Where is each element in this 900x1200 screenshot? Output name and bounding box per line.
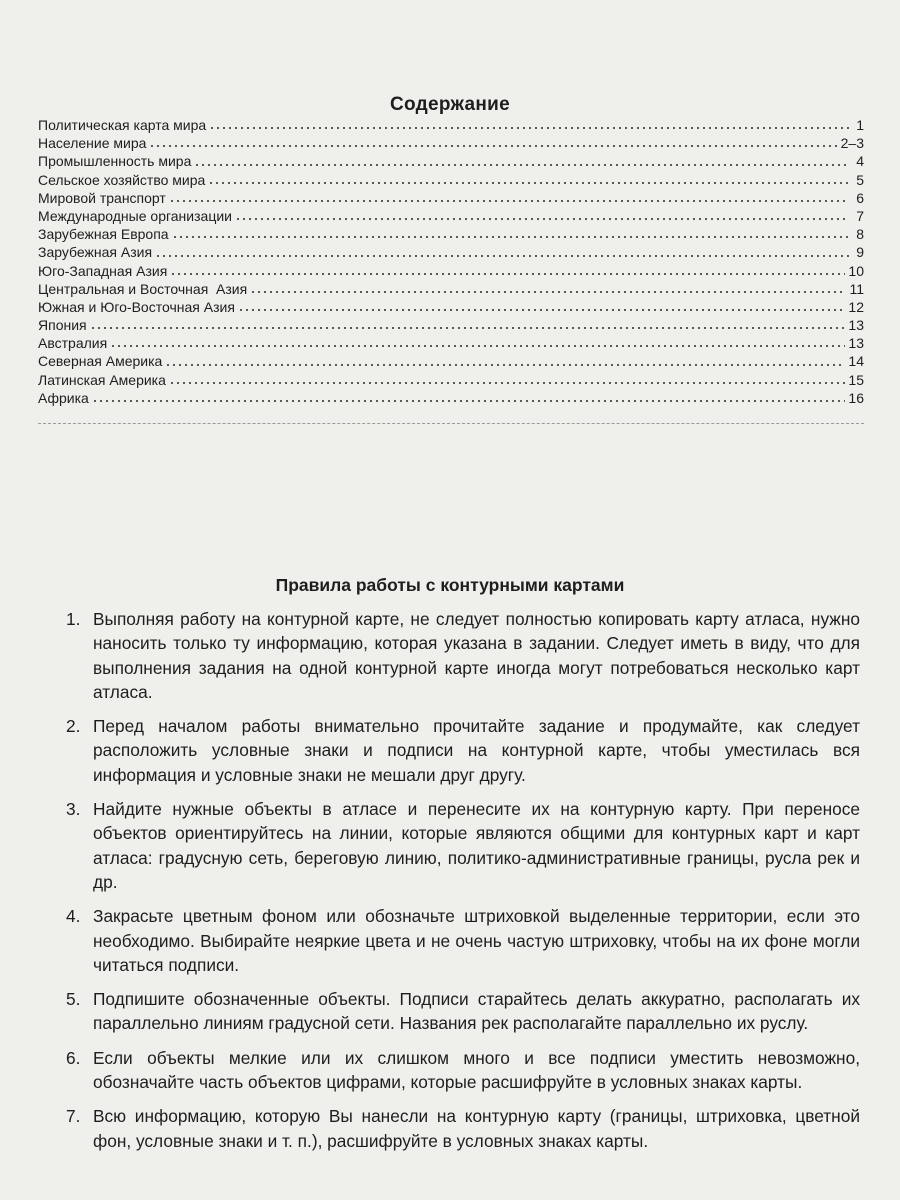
rule-number: 1. [66, 609, 81, 629]
toc-entry [38, 280, 864, 298]
rule-number: 6. [66, 1047, 81, 1068]
rule-number: 4. [66, 906, 81, 927]
toc-title: Содержание [389, 94, 511, 115]
toc-entry [38, 116, 864, 134]
toc-entry-page: 10 [848, 262, 864, 279]
toc-leader-dots [165, 364, 845, 366]
toc-entry-label: Международные организации [38, 207, 232, 224]
toc-entry [38, 152, 864, 170]
toc-entry-label: Юго-Западная Азия [38, 262, 168, 279]
toc-entry-label: Промышленность мира [38, 153, 192, 170]
toc-entry-page: 9 [856, 244, 864, 261]
rule-item [60, 607, 860, 704]
toc-entry [38, 389, 864, 407]
toc-leader-dots [170, 273, 845, 275]
toc-leader-dots [209, 127, 849, 129]
toc-leader-dots [149, 145, 837, 147]
rule-text: Подпишите обозначенные объекты. Подписи старайтесь делать аккуратно, располагать их параллельно линиям градусной сети. Названия рек располагайте параллельно их руслу. [93, 989, 860, 1034]
toc-entry-page: 4 [856, 153, 864, 170]
toc-entry-page: 14 [848, 353, 864, 370]
toc-entry-label: Южная и Юго-Восточная Азия [38, 298, 235, 315]
toc-leader-dots [90, 327, 846, 329]
toc-leader-dots [250, 291, 846, 293]
rule-item [60, 904, 860, 977]
rule-text: Всю информацию, которую Вы нанесли на контурную карту (границы, штриховка, цветной фон, условные знаки и т. п.), расшифруйте в условных знаках карты. [93, 1106, 860, 1151]
toc-entry-label: Центральная и Восточная Азия [38, 280, 248, 297]
toc-entry [38, 225, 864, 243]
toc-leader-dots [169, 382, 846, 384]
toc-leader-dots [194, 164, 849, 166]
toc-entry-page: 13 [848, 317, 864, 334]
rule-item [60, 1104, 860, 1153]
toc-entry-page: 2–3 [840, 135, 864, 152]
toc-entry [38, 189, 864, 207]
rule-item [60, 797, 860, 894]
toc-entry-label: Зарубежная Азия [38, 244, 153, 261]
toc-entry-label: Австралия [38, 335, 108, 352]
section-divider [38, 423, 864, 424]
rule-text: Выполняя работу на контурной карте, не следует полностью копировать карту атласа, нужно наносить только ту информацию, которая указана в задании. Следует иметь в виду, что для выполнения задания на одной контурной карте иногда могут потребоваться несколько карт атласа. [93, 609, 860, 702]
rule-number: 7. [66, 1106, 81, 1127]
toc-entry-page: 6 [856, 189, 864, 206]
toc-entry-label: Население мира [38, 135, 147, 152]
toc-entry [38, 334, 864, 352]
rule-text: Найдите нужные объекты в атласе и перенесите их на контурную карту. При переносе объектов ориентируйтесь на линии, которые являются общими для контурных карт и карт атласа: градусную сеть, береговую линию, политико-административные границы, русла рек и др. [93, 799, 860, 892]
toc-entry [38, 371, 864, 389]
rule-text: Закрасьте цветным фоном или обозначьте штриховкой выделенные территории, если это необходимо. Выбирайте неяркие цвета и не очень частую штриховку, чтобы на их фоне могли читаться подписи. [93, 906, 860, 975]
rule-text: Перед началом работы внимательно прочитайте задание и продумайте, как следует расположить условные знаки и подписи на контурной карте, чтобы уместилась вся информация и условные знаки не мешали друг другу. [93, 716, 860, 785]
rule-item [60, 1046, 860, 1095]
toc-leader-dots [92, 400, 846, 402]
toc-leader-dots [208, 182, 849, 184]
toc-leader-dots [110, 345, 845, 347]
toc-entry [38, 207, 864, 225]
toc-entry-page: 12 [848, 298, 864, 315]
toc-leader-dots [155, 255, 849, 257]
rules-title: Правила работы с контурными картами [275, 575, 625, 595]
toc-entry-label: Япония [38, 317, 87, 334]
toc-entry [38, 243, 864, 261]
toc-leader-dots [169, 200, 849, 202]
toc-entry-page: 1 [856, 117, 864, 133]
toc-entry-label: Сельское хозяйство мира [38, 171, 206, 188]
table-of-contents [38, 116, 864, 407]
toc-entry [38, 298, 864, 316]
rule-number: 3. [66, 799, 81, 820]
toc-entry-label: Африка [38, 389, 89, 406]
toc-entry-page: 15 [848, 371, 864, 388]
toc-entry [38, 316, 864, 334]
rule-item [60, 987, 860, 1036]
rule-number: 5. [66, 989, 81, 1010]
toc-entry-label: Политическая карта мира [38, 117, 207, 133]
toc-leader-dots [235, 218, 849, 220]
rule-text: Если объекты мелкие или их слишком много и все подписи уместить невозможно, обозначайте часть объектов цифрами, которые расшифруйте в условных знаках карты. [93, 1047, 860, 1093]
toc-entry-label: Мировой транспорт [38, 189, 166, 206]
toc-entry [38, 134, 864, 152]
toc-entry [38, 262, 864, 280]
toc-entry-page: 13 [848, 335, 864, 352]
rule-number: 2. [66, 716, 81, 737]
toc-entry-label: Латинская Америка [38, 371, 166, 388]
toc-entry [38, 352, 864, 370]
toc-entry-page: 11 [849, 280, 864, 297]
rule-item [60, 714, 860, 787]
toc-entry-label: Северная Америка [38, 353, 163, 370]
toc-entry-page: 5 [856, 171, 864, 188]
toc-entry [38, 171, 864, 189]
toc-entry-page: 8 [856, 226, 864, 243]
toc-leader-dots [172, 236, 849, 238]
rules-list [60, 607, 860, 1163]
toc-leader-dots [238, 309, 846, 311]
toc-entry-page: 7 [856, 207, 864, 224]
toc-entry-label: Зарубежная Европа [38, 226, 169, 243]
toc-entry-page: 16 [848, 389, 864, 406]
